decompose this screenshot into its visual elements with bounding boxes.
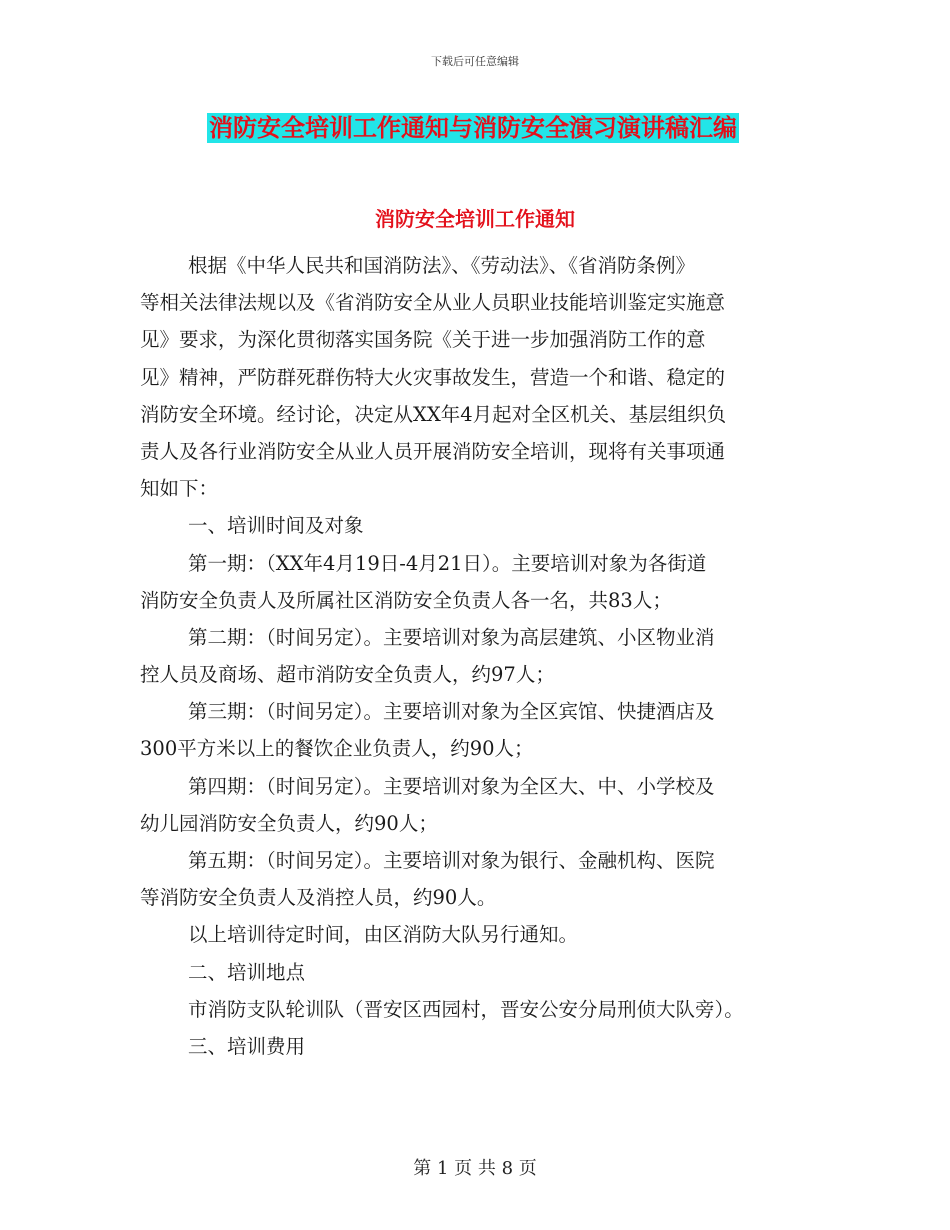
paragraph-line: 等相关法律法规以及《省消防安全从业人员职业技能培训鉴定实施意	[140, 291, 726, 315]
paragraph-line: 第四期：（时间另定）。主要培训对象为全区大、中、小学校及	[188, 774, 715, 798]
paragraph-line: 以上培训待定时间，由区消防大队另行通知。	[188, 923, 579, 947]
paragraph-line: 根据《中华人民共和国消防法》、《劳动法》、《省消防条例》	[188, 254, 696, 277]
header-note: 下载后可任意编辑	[431, 55, 519, 68]
document-title: 消防安全培训工作通知与消防安全演习演讲稿汇编	[209, 114, 737, 142]
paragraph-line: 幼儿园消防安全负责人，约90人；	[140, 811, 438, 835]
paragraph-line: 第二期：（时间另定）。主要培训对象为高层建筑、小区物业消	[188, 625, 715, 649]
paragraph-line: 见》要求，为深化贯彻落实国务院《关于进一步加强消防工作的意	[140, 328, 706, 352]
paragraph-line: 300平方米以上的餐饮企业负责人，约90人；	[140, 737, 534, 761]
paragraph-line: 知如下：	[140, 477, 219, 501]
document-body	[140, 247, 810, 1065]
paragraph-line: 消防安全负责人及所属社区消防安全负责人各一名，共83人；	[140, 588, 672, 612]
section-title: 消防安全培训工作通知	[375, 207, 575, 231]
section-heading: 三、培训费用	[188, 1034, 306, 1058]
paragraph-line: 第三期：（时间另定）。主要培训对象为全区宾馆、快捷酒店及	[188, 700, 715, 724]
paragraph-line: 第五期：（时间另定）。主要培训对象为银行、金融机构、医院	[188, 849, 715, 872]
paragraph-line: 消防安全环境。经讨论，决定从XX年4月起对全区机关、基层组织负	[140, 402, 727, 426]
paragraph-line: 等消防安全负责人及消控人员，约90人。	[140, 886, 497, 910]
paragraph-line: 控人员及商场、超市消防安全负责人，约97人；	[140, 663, 555, 687]
section-heading: 一、培训时间及对象	[188, 514, 364, 538]
paragraph-line: 第一期：（XX年4月19日-4月21日）。主要培训对象为各街道	[188, 551, 707, 575]
section-heading: 二、培训地点	[188, 960, 306, 984]
paragraph-line: 市消防支队轮训队（晋安区西园村，晋安公安分局刑侦大队旁）。	[188, 997, 744, 1021]
paragraph-line: 责人及各行业消防安全从业人员开展消防安全培训，现将有关事项通	[140, 439, 726, 463]
page-number: 第 1 页 共 8 页	[413, 1158, 537, 1179]
paragraph-line: 见》精神，严防群死群伤特大火灾事故发生，营造一个和谐、稳定的	[140, 365, 726, 389]
